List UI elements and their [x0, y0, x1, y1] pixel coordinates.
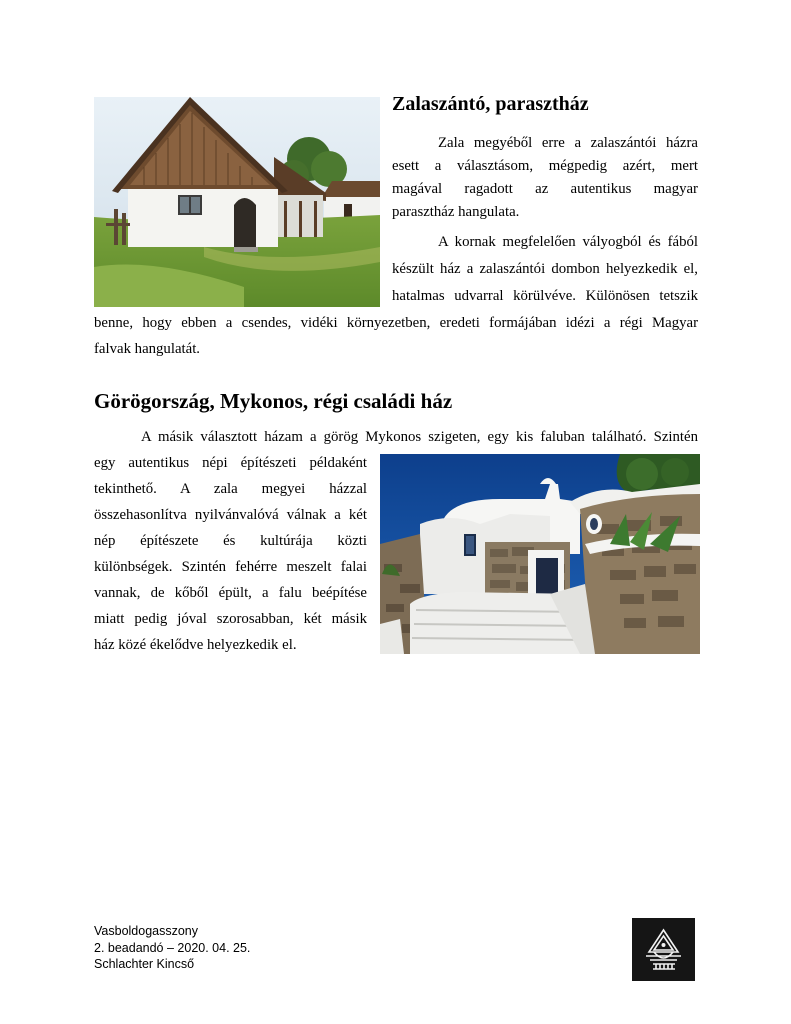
zalaszanto-farmhouse-photo — [94, 97, 380, 307]
paragraph-line: különbségek. Szintén fehérre meszelt falai — [94, 559, 367, 575]
paragraph-line: A másik választott házam a görög Mykonos szigeten, egy kis faluban található. Szintén — [141, 429, 698, 445]
emblem-logo-icon — [632, 918, 695, 981]
paragraph-line: esett a választásom, mégpedig azért, mert — [392, 158, 698, 174]
paragraph-line: hatalmas udvarral körülvéve. Különösen tetszik — [392, 288, 698, 304]
paragraph-line: nép építészete és kultúrája közti — [94, 533, 367, 549]
paragraph-line: tekinthető. A zala megyei házzal — [94, 481, 367, 497]
mykonos-house-photo — [380, 454, 700, 654]
paragraph-line: miatt pedig jóval szorosabban, két másik — [94, 611, 367, 627]
section-2-title: Görögország, Mykonos, régi családi ház — [94, 389, 453, 413]
paragraph-line: parasztház hangulata. — [392, 204, 520, 220]
footer-assignment: 2. beadandó – 2020. 04. 25. — [94, 940, 251, 955]
paragraph-line: falvak hangulatát. — [94, 341, 200, 357]
section-1-title: Zalaszántó, parasztház — [392, 93, 589, 115]
footer — [94, 923, 250, 973]
paragraph-line: magával ragadott az autentikus magyar — [392, 181, 698, 197]
paragraph-line: összehasonlítva nyilvánvalóvá válnak a két — [94, 507, 367, 523]
paragraph-line: benne, hogy ebben a csendes, vidéki környezetben, eredeti formájában idézi a régi Magyar — [94, 315, 698, 331]
paragraph-line: ház közé ékelődve helyezkedik el. — [94, 637, 297, 653]
paragraph-line: Zala megyéből erre a zalaszántói házra — [438, 135, 698, 151]
paragraph-line: A kornak megfelelően vályogból és fából — [438, 234, 698, 250]
paragraph-line: egy autentikus népi építészeti példaként — [94, 455, 367, 471]
paragraph-line: készült ház a zalaszántói dombon helyezkedik el, — [392, 261, 698, 277]
footer-author: Schlachter Kincső — [94, 957, 195, 971]
paragraph-line: vannak, de kőből épült, a falu beépítése — [94, 585, 367, 601]
footer-location: Vasboldogasszony — [94, 924, 199, 938]
